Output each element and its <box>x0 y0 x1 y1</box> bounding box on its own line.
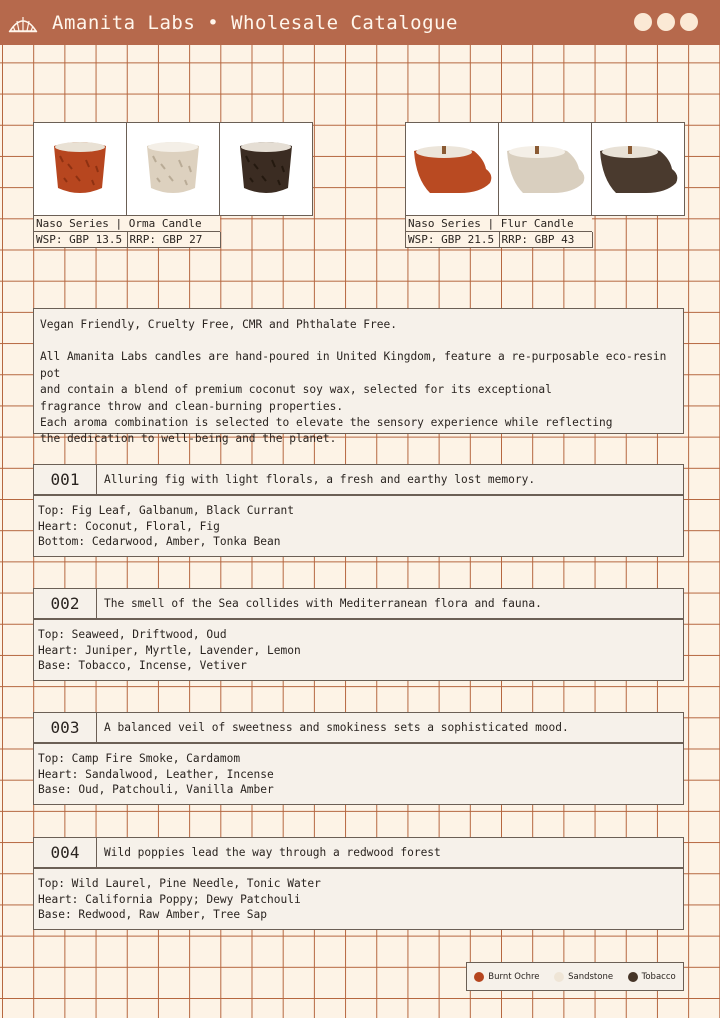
scent-notes-004 <box>33 868 684 930</box>
intro-description: All Amanita Labs candles are hand-poured in United Kingdom, feature a re-purposable eco-resin pot and contain a blend of premium coconut soy wax, selected for its exceptional fragrance throw and clean-burning properties. Each aroma combination is selected to elevate the sensory experience while reflecting the dedication to well-being and the planet. <box>40 350 667 446</box>
price-row <box>33 232 221 248</box>
scent-number: 003 <box>34 712 97 743</box>
heart-notes: Heart: Sandalwood, Leather, Incense <box>38 767 274 781</box>
wsp-price: WSP: GBP 21.5 <box>408 233 495 246</box>
burnt-ochre-candle-icon <box>46 136 114 202</box>
scent-number: 002 <box>34 588 97 619</box>
product-image[interactable] <box>592 123 684 215</box>
scent-header-001 <box>33 464 684 495</box>
color-swatch-icon <box>628 972 638 982</box>
product-image[interactable] <box>34 123 127 215</box>
window-dot-icon[interactable] <box>634 13 652 31</box>
scent-notes-002 <box>33 619 684 681</box>
top-notes: Top: Wild Laurel, Pine Needle, Tonic Water <box>38 877 321 890</box>
scent-header-002 <box>33 588 684 619</box>
base-notes: Base: Tobacco, Incense, Vetiver <box>38 659 247 672</box>
heart-notes: Heart: California Poppy; Dewy Patchouli <box>38 892 301 906</box>
scent-description: Alluring fig with light florals, a fresh and earthy lost memory. <box>104 473 536 486</box>
product-flur <box>405 122 685 248</box>
top-notes: Top: Fig Leaf, Galbanum, Black Currant <box>38 504 294 517</box>
legend-label: Tobacco <box>641 971 676 982</box>
burnt-ochre-flur-candle-icon <box>410 139 494 199</box>
product-image[interactable] <box>220 123 312 215</box>
rrp-price: RRP: GBP 43 <box>499 232 593 247</box>
window-dot-icon[interactable] <box>657 13 675 31</box>
rrp-price: RRP: GBP 27 <box>127 232 221 247</box>
base-notes: Base: Redwood, Raw Amber, Tree Sap <box>38 908 268 921</box>
price-row <box>405 232 593 248</box>
scent-header-003 <box>33 712 684 743</box>
legend-item-burnt-ochre <box>474 972 539 982</box>
sandstone-flur-candle-icon <box>503 139 587 199</box>
product-image[interactable] <box>499 123 592 215</box>
scent-description: The smell of the Sea collides with Mediterranean flora and fauna. <box>104 597 542 610</box>
product-orma <box>33 122 313 248</box>
product-name-row <box>33 216 220 232</box>
color-swatch-icon <box>554 972 564 982</box>
color-swatch-icon <box>474 972 484 982</box>
header-bar <box>0 0 720 45</box>
page-title: Amanita Labs • Wholesale Catalogue <box>52 11 458 34</box>
legend-item-sandstone <box>554 972 613 982</box>
top-notes: Top: Camp Fire Smoke, Cardamom <box>38 752 241 765</box>
base-notes: Bottom: Cedarwood, Amber, Tonka Bean <box>38 535 281 548</box>
base-notes: Base: Oud, Patchouli, Vanilla Amber <box>38 783 274 796</box>
scent-description: A balanced veil of sweetness and smokiness sets a sophisticated mood. <box>104 721 569 734</box>
heart-notes: Heart: Coconut, Floral, Fig <box>38 519 220 533</box>
product-image-row <box>33 122 313 216</box>
tobacco-flur-candle-icon <box>596 139 680 199</box>
color-legend <box>466 962 684 991</box>
heart-notes: Heart: Juniper, Myrtle, Lavender, Lemon <box>38 643 301 657</box>
scent-number: 004 <box>34 837 97 868</box>
scent-notes-001 <box>33 495 684 557</box>
scent-description: Wild poppies lead the way through a redwood forest <box>104 846 441 859</box>
window-dot-icon[interactable] <box>680 13 698 31</box>
wsp-price: WSP: GBP 13.5 <box>36 233 123 246</box>
window-controls <box>634 13 698 31</box>
product-image[interactable] <box>127 123 220 215</box>
legend-label: Sandstone <box>568 971 614 982</box>
product-name-row <box>405 216 592 232</box>
product-name: Naso Series | Flur Candle <box>408 217 574 230</box>
amanita-logo-icon <box>8 9 38 37</box>
scent-notes-003 <box>33 743 684 805</box>
legend-label: Burnt Ochre <box>488 971 540 982</box>
sandstone-candle-icon <box>139 136 207 202</box>
top-notes: Top: Seaweed, Driftwood, Oud <box>38 628 227 641</box>
tobacco-candle-icon <box>232 136 300 202</box>
legend-item-tobacco <box>628 972 676 982</box>
product-name: Naso Series | Orma Candle <box>36 217 202 230</box>
product-image-row <box>405 122 685 216</box>
scent-number: 001 <box>34 464 97 495</box>
intro-panel <box>33 308 684 446</box>
scent-header-004 <box>33 837 684 868</box>
product-image[interactable] <box>406 123 499 215</box>
intro-claims: Vegan Friendly, Cruelty Free, CMR and Phthalate Free. <box>40 318 397 331</box>
